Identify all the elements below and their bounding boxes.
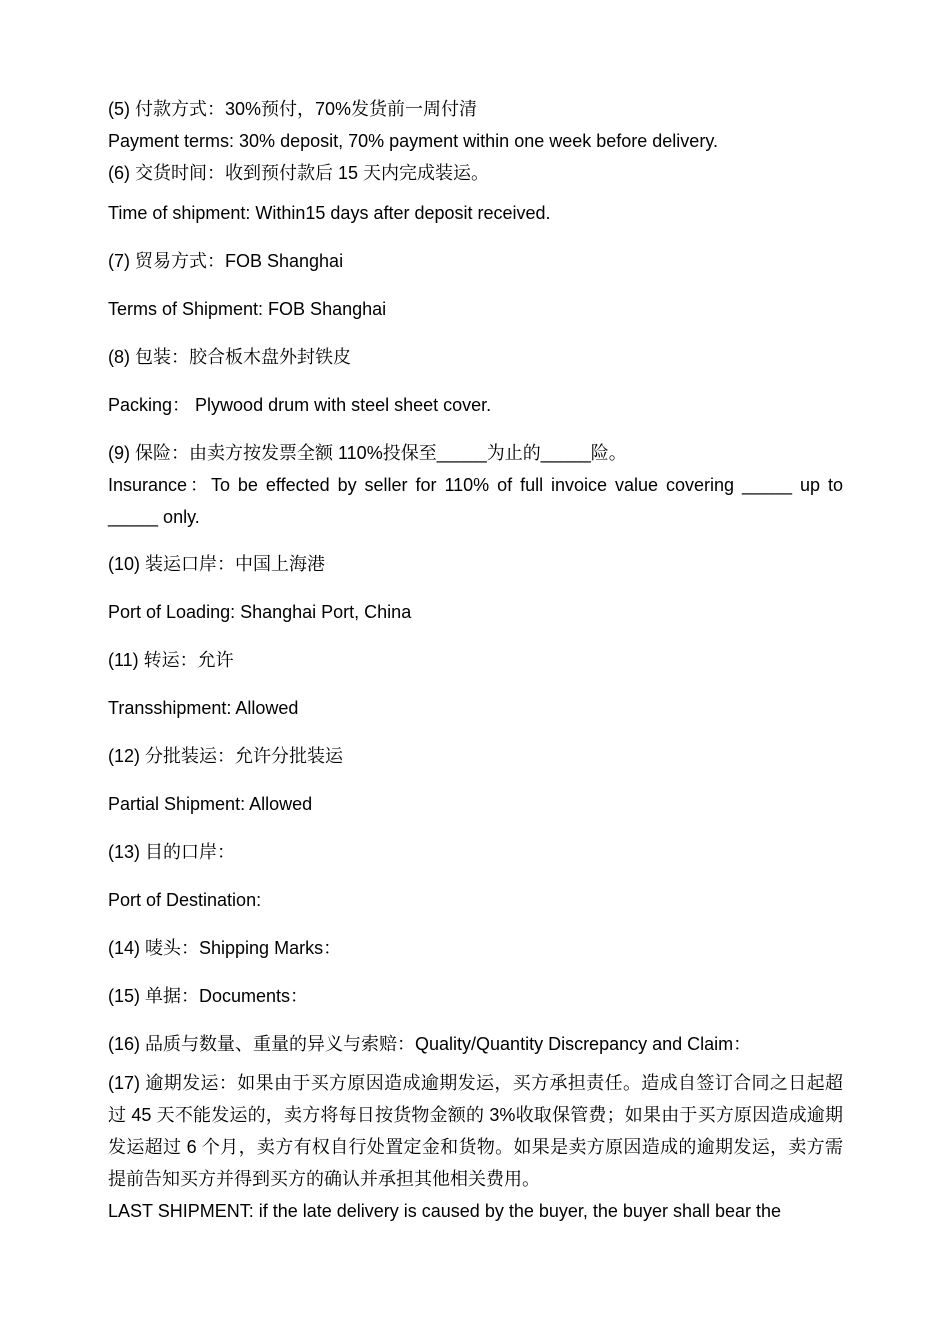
clause-8-packing-en: Packing： Plywood drum with steel sheet cover. xyxy=(108,395,492,415)
clause-9-insurance-cn: (9) 保险：由卖方按发票全额 110%投保至_____为止的_____险。 xyxy=(108,443,627,463)
clause-17-late-shipment-cn: (17) 逾期发运：如果由于买方原因造成逾期发运，买方承担责任。造成自签订合同之日起超过 45 天不能发运的，卖方将每日按货物金额的 3%收取保管费；如果由于买方原因造成逾期发运超过 6 个月，卖方有权自行处置定金和货物。如果是卖方原因造成的逾期发运，卖方需提前告知买方并得到买方的确认并承担其他相关费用。 xyxy=(108,1073,843,1189)
clause-17-late-shipment-en: LAST SHIPMENT: if the late delivery is caused by the buyer, the buyer shall bear the xyxy=(108,1201,782,1221)
clause-5-payment-cn: (5) 付款方式：30%预付，70%发货前一周付清 xyxy=(108,99,478,119)
clause-10-port-loading-cn: (10) 装运口岸：中国上海港 xyxy=(108,554,326,574)
clause-8-packing-cn: (8) 包装：胶合板木盘外封铁皮 xyxy=(108,347,351,367)
clause-13-port-destination-en: Port of Destination: xyxy=(108,890,262,910)
clause-7-trade-terms-cn: (7) 贸易方式：FOB Shanghai xyxy=(108,251,344,271)
clause-13-port-destination-cn: (13) 目的口岸： xyxy=(108,842,236,862)
clause-6-shipment-time-en: Time of shipment: Within15 days after deposit received. xyxy=(108,203,551,223)
clause-5-payment-en: Payment terms: 30% deposit, 70% payment within one week before delivery. xyxy=(108,131,718,151)
clause-6-shipment-time-cn: (6) 交货时间：收到预付款后 15 天内完成装运。 xyxy=(108,163,490,183)
clause-15-documents: (15) 单据：Documents： xyxy=(108,986,309,1006)
clause-14-shipping-marks: (14) 唛头：Shipping Marks： xyxy=(108,938,342,958)
clause-9-insurance-en: Insurance：To be effected by seller for 110% of full invoice value covering _____ up to _____ only. xyxy=(108,475,843,527)
clause-10-port-loading-en: Port of Loading: Shanghai Port, China xyxy=(108,602,412,622)
clause-16-claims: (16) 品质与数量、重量的异义与索赔：Quality/Quantity Discrepancy and Claim： xyxy=(108,1034,752,1054)
clause-7-trade-terms-en: Terms of Shipment: FOB Shanghai xyxy=(108,299,387,319)
clause-11-transshipment-cn: (11) 转运：允许 xyxy=(108,650,234,670)
clause-12-partial-shipment-en: Partial Shipment: Allowed xyxy=(108,794,313,814)
clause-11-transshipment-en: Transshipment: Allowed xyxy=(108,698,299,718)
clause-12-partial-shipment-cn: (12) 分批装运：允许分批装运 xyxy=(108,746,344,766)
